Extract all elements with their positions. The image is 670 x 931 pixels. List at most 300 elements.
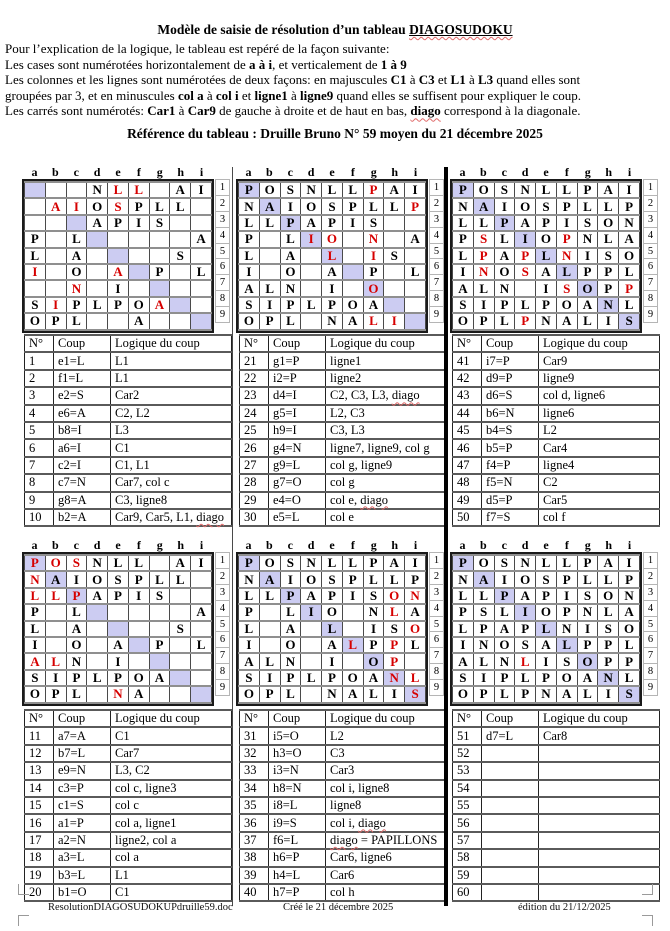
cell-b7 — [45, 280, 66, 296]
cell-e4: O — [536, 604, 557, 620]
cell-a9: O — [25, 686, 46, 702]
column-letters — [238, 166, 446, 179]
coup-num: 58 — [453, 849, 482, 866]
cell-e6: A — [322, 264, 343, 280]
cell-b8: I — [473, 297, 494, 313]
cell-a9: O — [453, 313, 474, 329]
col-letter-b: b — [479, 165, 487, 179]
cell-e3: P — [322, 215, 343, 231]
cell-h1: A — [384, 555, 405, 571]
cell-b5: P — [473, 248, 494, 264]
coup-num: 19 — [25, 867, 54, 884]
cell-f7: S — [556, 280, 577, 296]
intro-text: groupées par 3, et en minuscules — [5, 87, 178, 103]
cell-e2: S — [536, 198, 557, 214]
coup-move: b6=N — [482, 405, 539, 422]
cell-h9: I — [384, 313, 405, 329]
cell-c9: L — [494, 686, 515, 702]
cell-d8: L — [515, 670, 536, 686]
cell-i2 — [191, 571, 212, 587]
cell-b7: L — [473, 653, 494, 669]
cell-f5 — [342, 248, 363, 264]
cell-e1: L — [536, 182, 557, 198]
row-numbers — [429, 552, 444, 696]
cell-i1: I — [619, 555, 640, 571]
cell-f8: O — [128, 670, 149, 686]
cell-g3: S — [149, 215, 170, 231]
cell-f5 — [128, 621, 149, 637]
cell-d2: O — [301, 571, 322, 587]
cell-g7 — [149, 653, 170, 669]
cell-d4: I — [301, 231, 322, 247]
cell-h6: P — [598, 264, 619, 280]
grid-row-4 — [239, 231, 426, 247]
cell-h5: S — [170, 621, 191, 637]
cell-b2: A — [473, 198, 494, 214]
col-letter-i: i — [627, 165, 632, 179]
cell-b3: L — [473, 588, 494, 604]
coup-move — [482, 762, 539, 779]
grid-row-7 — [453, 653, 640, 669]
coup-move: g5=I — [269, 405, 326, 422]
coup-row-37 — [240, 832, 447, 849]
row-number-9: 9 — [215, 306, 230, 323]
grid-row-2 — [453, 198, 640, 214]
cell-c3 — [66, 215, 87, 231]
col-letter-a: a — [459, 538, 466, 552]
col-letter-e: e — [329, 538, 335, 552]
cell-h8: N — [384, 670, 405, 686]
row-numbers — [643, 552, 658, 696]
cell-e5 — [108, 248, 129, 264]
cell-a8: S — [453, 670, 474, 686]
grid-row-3 — [25, 588, 212, 604]
row-number-3: 3 — [643, 211, 658, 228]
coup-table-header — [25, 335, 232, 352]
reference-line: Référence du tableau : Druille Bruno N° 59 moyen du 21 décembre 2025 — [127, 126, 543, 141]
row-number-5: 5 — [643, 243, 658, 260]
coup-logique: ligne4 — [539, 457, 660, 474]
coup-num: 14 — [25, 780, 54, 797]
cell-b6 — [259, 637, 280, 653]
coup-move: i2=P — [269, 370, 326, 387]
cell-i8 — [191, 297, 212, 313]
cell-c1: S — [494, 182, 515, 198]
intro-keyword: 1 à 9 — [380, 56, 407, 72]
cell-d6 — [301, 637, 322, 653]
grid-state-after-coup-40 — [236, 539, 446, 706]
coup-logique: col c — [111, 797, 232, 814]
coup-move: g8=A — [54, 492, 111, 509]
cell-d7 — [301, 280, 322, 296]
cell-d8: L — [301, 297, 322, 313]
row-number-9: 9 — [643, 679, 658, 696]
cell-f7 — [342, 653, 363, 669]
cell-e1: L — [108, 182, 129, 198]
cell-b1: O — [259, 555, 280, 571]
intro-keyword: diago — [410, 103, 441, 119]
cell-i3 — [405, 215, 426, 231]
coup-row-13 — [25, 762, 232, 779]
coup-num: 38 — [240, 849, 269, 866]
coup-row-25 — [240, 422, 447, 439]
cell-a2: N — [453, 571, 474, 587]
cell-c7: N — [494, 280, 515, 296]
coup-logique: Car3 — [326, 762, 447, 779]
cell-d8: L — [87, 297, 108, 313]
row-number-2: 2 — [429, 568, 444, 585]
cell-g4: N — [363, 231, 384, 247]
row-number-5: 5 — [215, 616, 230, 633]
cell-f5: N — [556, 621, 577, 637]
cell-g9 — [149, 313, 170, 329]
cell-c5: A — [280, 248, 301, 264]
coup-move: a2=N — [54, 832, 111, 849]
cell-i3 — [191, 588, 212, 604]
coup-row-7 — [25, 457, 232, 474]
cell-d1: N — [515, 555, 536, 571]
coup-num: 15 — [25, 797, 54, 814]
col-letter-i: i — [413, 538, 418, 552]
cell-i1: I — [619, 182, 640, 198]
col-letter-e: e — [115, 165, 121, 179]
cell-a7: A — [239, 653, 260, 669]
cell-e1: L — [536, 555, 557, 571]
intro-text: Pour l’explication de la logique, le tableau est repéré de la façon suivante: — [5, 41, 390, 56]
grid-row-9 — [453, 313, 640, 329]
cell-f3: I — [128, 215, 149, 231]
coup-num: 30 — [240, 509, 269, 526]
row-number-9: 9 — [215, 679, 230, 696]
coup-move: c2=I — [54, 457, 111, 474]
coup-move: f7=S — [482, 509, 539, 526]
coup-logique: L1 — [111, 370, 232, 387]
cell-e2: S — [322, 198, 343, 214]
cell-i9: S — [619, 686, 640, 702]
cell-g5 — [149, 621, 170, 637]
cell-c7: N — [66, 280, 87, 296]
cell-b6 — [259, 264, 280, 280]
cell-c1: S — [66, 555, 87, 571]
col-letter-h: h — [177, 538, 185, 552]
coup-logique: C1 — [111, 439, 232, 456]
col-letter-e: e — [543, 538, 549, 552]
intro-keyword: L1 — [450, 72, 466, 88]
cell-h4 — [170, 604, 191, 620]
coup-row-59 — [453, 867, 660, 884]
cell-e5: L — [536, 621, 557, 637]
cell-a9: O — [239, 313, 260, 329]
coup-logique: L1 — [111, 352, 232, 369]
cell-a3: L — [239, 215, 260, 231]
cell-a1: P — [453, 555, 474, 571]
cell-a3: L — [25, 588, 46, 604]
intro-text: à — [287, 87, 301, 103]
col-letter-h: h — [177, 165, 185, 179]
cell-a8: S — [25, 670, 46, 686]
cell-i7 — [191, 653, 212, 669]
cell-a5: L — [453, 248, 474, 264]
cell-d3: A — [87, 215, 108, 231]
cell-e6: A — [108, 264, 129, 280]
cell-f9: A — [128, 686, 149, 702]
cell-f4 — [342, 604, 363, 620]
cell-d1: N — [87, 555, 108, 571]
diago-keyword: diago — [358, 815, 386, 830]
diago-keyword: diago — [196, 510, 225, 525]
col-letter-g: g — [584, 165, 591, 179]
cell-g9: L — [363, 686, 384, 702]
cell-f2: P — [128, 571, 149, 587]
coup-num: 55 — [453, 797, 482, 814]
col-letter-i: i — [627, 538, 632, 552]
cell-c8: P — [494, 297, 515, 313]
coup-row-44 — [453, 405, 660, 422]
cell-b6 — [45, 264, 66, 280]
intro-text: quand elles sont — [493, 72, 581, 88]
cell-d7: L — [515, 653, 536, 669]
cell-a4: P — [25, 231, 46, 247]
cell-e8: P — [536, 297, 557, 313]
cell-f7 — [128, 653, 149, 669]
cell-f8: O — [342, 297, 363, 313]
coup-num: 45 — [453, 422, 482, 439]
coups-31-40 — [239, 709, 447, 902]
cell-g4 — [149, 231, 170, 247]
row-number-1: 1 — [643, 552, 658, 569]
cell-f8: O — [556, 670, 577, 686]
col-letter-d: d — [521, 165, 529, 179]
cell-i5 — [405, 248, 426, 264]
coup-move: h9=I — [269, 422, 326, 439]
cell-a2: N — [453, 198, 474, 214]
cell-c8: P — [66, 670, 87, 686]
row-number-4: 4 — [429, 600, 444, 617]
cell-g6: P — [149, 264, 170, 280]
cell-b2: A — [45, 571, 66, 587]
coups-51-60 — [452, 709, 660, 902]
cell-i9: S — [619, 313, 640, 329]
coup-logique: col g, ligne9 — [326, 457, 447, 474]
row-numbers — [215, 552, 230, 696]
coup-row-52 — [453, 745, 660, 762]
cell-a8: S — [453, 297, 474, 313]
coup-row-26 — [240, 439, 447, 456]
cell-a4: P — [453, 604, 474, 620]
cell-e5: L — [322, 621, 343, 637]
col-letter-i: i — [199, 538, 204, 552]
grid-row-1 — [25, 555, 212, 571]
coup-logique: L3, C2 — [111, 762, 232, 779]
cell-i9 — [191, 686, 212, 702]
cell-f2: P — [342, 571, 363, 587]
cell-i5: O — [405, 621, 426, 637]
coup-move: d4=I — [269, 387, 326, 404]
row-number-3: 3 — [429, 584, 444, 601]
grid-row-5 — [239, 621, 426, 637]
cell-h2: L — [384, 571, 405, 587]
cell-f7 — [342, 280, 363, 296]
cell-f6: L — [556, 264, 577, 280]
grid-row-2 — [453, 571, 640, 587]
row-number-1: 1 — [429, 179, 444, 196]
cell-g1 — [149, 555, 170, 571]
col-letter-h: h — [391, 538, 399, 552]
cell-d4 — [87, 231, 108, 247]
grid-row-1 — [25, 182, 212, 198]
cell-c3: P — [494, 588, 515, 604]
cell-g5: I — [577, 248, 598, 264]
grid-row-8 — [453, 670, 640, 686]
coup-logique: C1 — [111, 727, 232, 744]
cell-g7: O — [577, 280, 598, 296]
coup-logique: L1 — [111, 867, 232, 884]
cell-d4: I — [515, 604, 536, 620]
row-number-3: 3 — [215, 211, 230, 228]
header-num: N° — [453, 335, 482, 352]
row-number-6: 6 — [429, 258, 444, 275]
row-number-2: 2 — [643, 195, 658, 212]
intro-text: Les colonnes et les lignes sont numérotées de deux façons: en majuscules — [5, 72, 391, 88]
coup-num: 27 — [240, 457, 269, 474]
intro-line-3 — [5, 72, 667, 88]
cell-d4: I — [301, 604, 322, 620]
coup-row-15 — [25, 797, 232, 814]
cell-c9: L — [280, 686, 301, 702]
cell-b7: L — [473, 280, 494, 296]
cell-c7: N — [280, 280, 301, 296]
grid-row-6 — [239, 264, 426, 280]
cell-d3: A — [301, 215, 322, 231]
cell-c4: L — [494, 604, 515, 620]
coup-row-28 — [240, 474, 447, 491]
header-num: N° — [240, 335, 269, 352]
coup-row-27 — [240, 457, 447, 474]
coup-move: f5=N — [482, 474, 539, 491]
coup-num: 36 — [240, 814, 269, 831]
cell-h5: S — [384, 621, 405, 637]
cell-e7: I — [108, 653, 129, 669]
cell-c5: A — [280, 621, 301, 637]
coup-row-6 — [25, 439, 232, 456]
coup-row-38 — [240, 849, 447, 866]
cell-i3 — [191, 215, 212, 231]
cell-f8: O — [342, 670, 363, 686]
col-letter-c: c — [501, 538, 507, 552]
cell-i7 — [405, 653, 426, 669]
cell-b4: S — [473, 231, 494, 247]
coup-num: 9 — [25, 492, 54, 509]
cell-e7: I — [536, 280, 557, 296]
coup-num: 48 — [453, 474, 482, 491]
row-number-4: 4 — [215, 600, 230, 617]
cell-f1: L — [556, 182, 577, 198]
cell-b3 — [45, 215, 66, 231]
header-coup: Coup — [54, 710, 111, 727]
col-letter-c: c — [287, 165, 293, 179]
cell-g4: N — [363, 604, 384, 620]
coup-move: c1=S — [54, 797, 111, 814]
col-letter-f: f — [136, 538, 141, 552]
margin-mark — [18, 884, 29, 895]
row-number-4: 4 — [429, 227, 444, 244]
coup-num: 56 — [453, 814, 482, 831]
column-divider-thin — [232, 167, 233, 906]
coup-logique: C3 — [326, 745, 447, 762]
coup-logique — [539, 814, 660, 831]
cell-a6: I — [239, 264, 260, 280]
cell-h9 — [170, 313, 191, 329]
cell-a4: P — [239, 231, 260, 247]
coup-logique — [539, 832, 660, 849]
grid-row-8 — [239, 297, 426, 313]
coup-row-8 — [25, 474, 232, 491]
coup-row-18 — [25, 849, 232, 866]
coup-num: 21 — [240, 352, 269, 369]
cell-b9: P — [473, 686, 494, 702]
coup-row-19 — [25, 867, 232, 884]
cell-e4: O — [322, 604, 343, 620]
coup-num: 17 — [25, 832, 54, 849]
cell-a6: I — [25, 637, 46, 653]
cell-h8 — [170, 297, 191, 313]
coup-row-17 — [25, 832, 232, 849]
cell-e1: L — [322, 182, 343, 198]
grid-row-9 — [25, 686, 212, 702]
col-letter-d: d — [307, 165, 315, 179]
grid-row-7 — [453, 280, 640, 296]
cell-b2: A — [259, 198, 280, 214]
row-number-1: 1 — [215, 552, 230, 569]
cell-i9 — [191, 313, 212, 329]
col-letter-a: a — [459, 165, 466, 179]
cell-a1: P — [25, 555, 46, 571]
coup-logique: C3, ligne8 — [111, 492, 232, 509]
cell-e5: L — [536, 248, 557, 264]
row-number-2: 2 — [215, 568, 230, 585]
coup-move: b4=S — [482, 422, 539, 439]
coup-num: 26 — [240, 439, 269, 456]
cell-h7: P — [598, 653, 619, 669]
coup-move: b8=I — [54, 422, 111, 439]
cell-e6: A — [322, 637, 343, 653]
cell-h7: P — [598, 280, 619, 296]
coup-row-16 — [25, 814, 232, 831]
coup-row-31 — [240, 727, 447, 744]
cell-e9: N — [536, 313, 557, 329]
cell-a4: P — [25, 604, 46, 620]
coup-logique — [539, 849, 660, 866]
col-letter-c: c — [73, 165, 79, 179]
cell-c9: L — [66, 313, 87, 329]
cell-a4: P — [239, 604, 260, 620]
coup-row-35 — [240, 797, 447, 814]
intro-keyword: col i — [215, 87, 239, 103]
grid-state-after-coup-20 — [22, 539, 232, 706]
coup-logique: col g — [326, 474, 447, 491]
cell-f6: L — [342, 637, 363, 653]
row-number-6: 6 — [215, 631, 230, 648]
coup-table-header — [240, 710, 447, 727]
col-letter-e: e — [543, 165, 549, 179]
cell-h9 — [170, 686, 191, 702]
cell-a2: N — [25, 571, 46, 587]
cell-e3: P — [322, 588, 343, 604]
cell-c1 — [66, 182, 87, 198]
cell-f4: P — [556, 604, 577, 620]
coup-move: i5=O — [269, 727, 326, 744]
coup-num: 18 — [25, 849, 54, 866]
